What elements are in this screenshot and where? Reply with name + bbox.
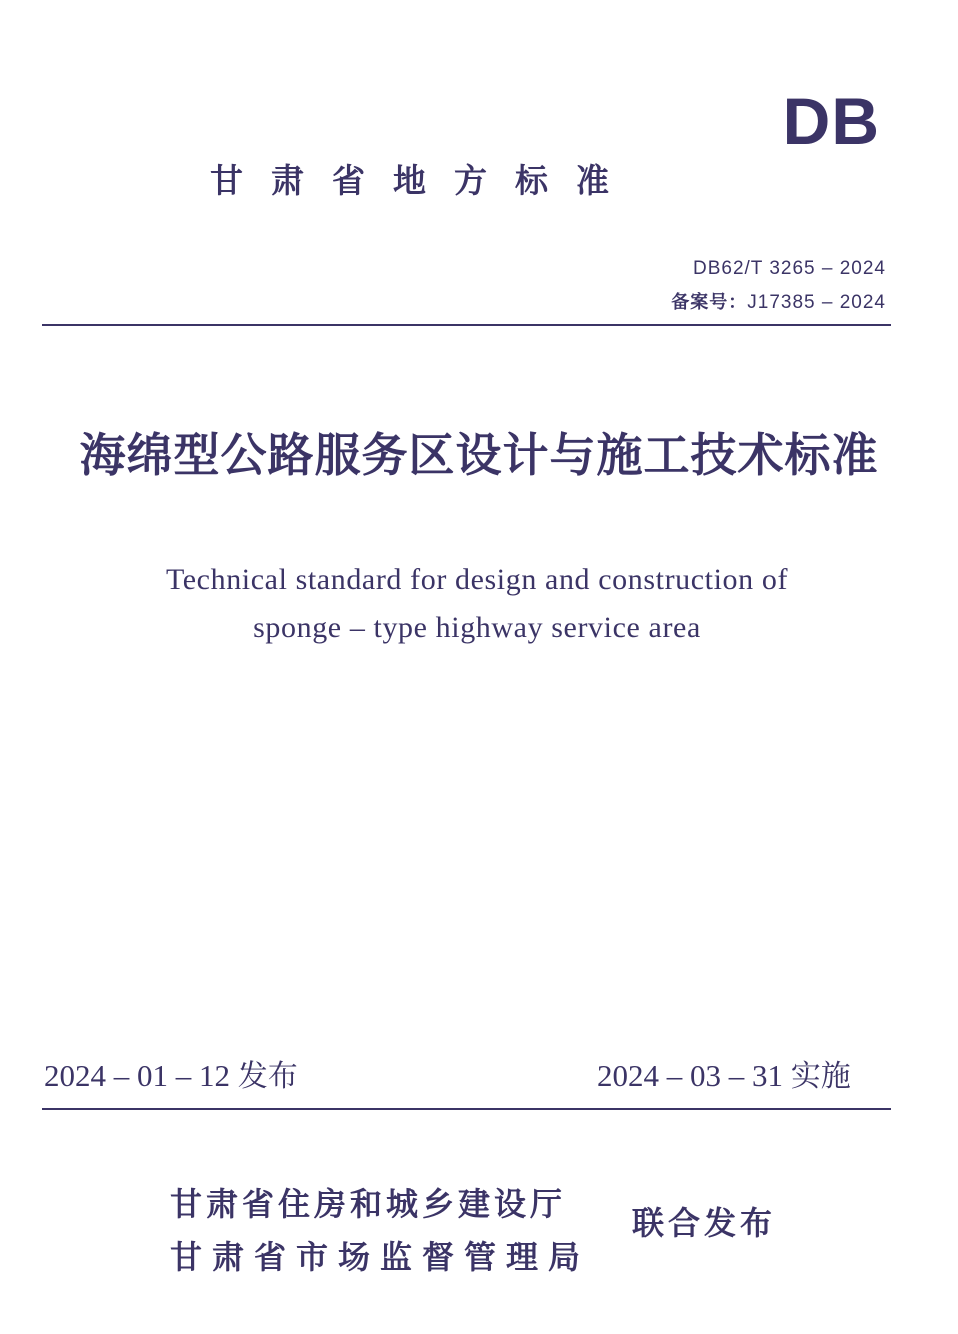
implementation-date (597, 1060, 851, 1092)
db-logo: DB (782, 84, 880, 158)
authority-housing-construction: 甘肃省住房和城乡建设厅 (170, 1185, 567, 1223)
joint-issue-label: 联合发布 (632, 1204, 777, 1242)
implementation-date-value: 2024 – 03 – 31 (597, 1058, 783, 1093)
issuing-authorities (170, 1178, 590, 1284)
implementation-label: 实施 (790, 1059, 851, 1094)
english-title (0, 556, 954, 652)
standard-number: DB62/T 3265 – 2024 (692, 258, 886, 279)
filing-record (671, 286, 886, 320)
english-title-line-1: Technical standard for design and construction of (165, 563, 789, 596)
authority-market-supervision: 甘肃省市场监督管理局 (170, 1238, 591, 1276)
issue-label: 发布 (237, 1059, 298, 1094)
top-divider (42, 324, 891, 326)
issue-date (44, 1060, 298, 1092)
filing-label: 备案号： (671, 292, 748, 313)
issue-date-value: 2024 – 01 – 12 (44, 1058, 230, 1093)
chinese-title: 海绵型公路服务区设计与施工技术标准 (79, 428, 879, 482)
english-title-line-2: sponge – type highway service area (253, 611, 701, 644)
bottom-divider (42, 1108, 891, 1110)
filing-number: J17385 – 2024 (747, 292, 886, 313)
standard-code-block (671, 252, 886, 320)
standard-type-heading: 甘肃省地方标准 (210, 161, 637, 200)
